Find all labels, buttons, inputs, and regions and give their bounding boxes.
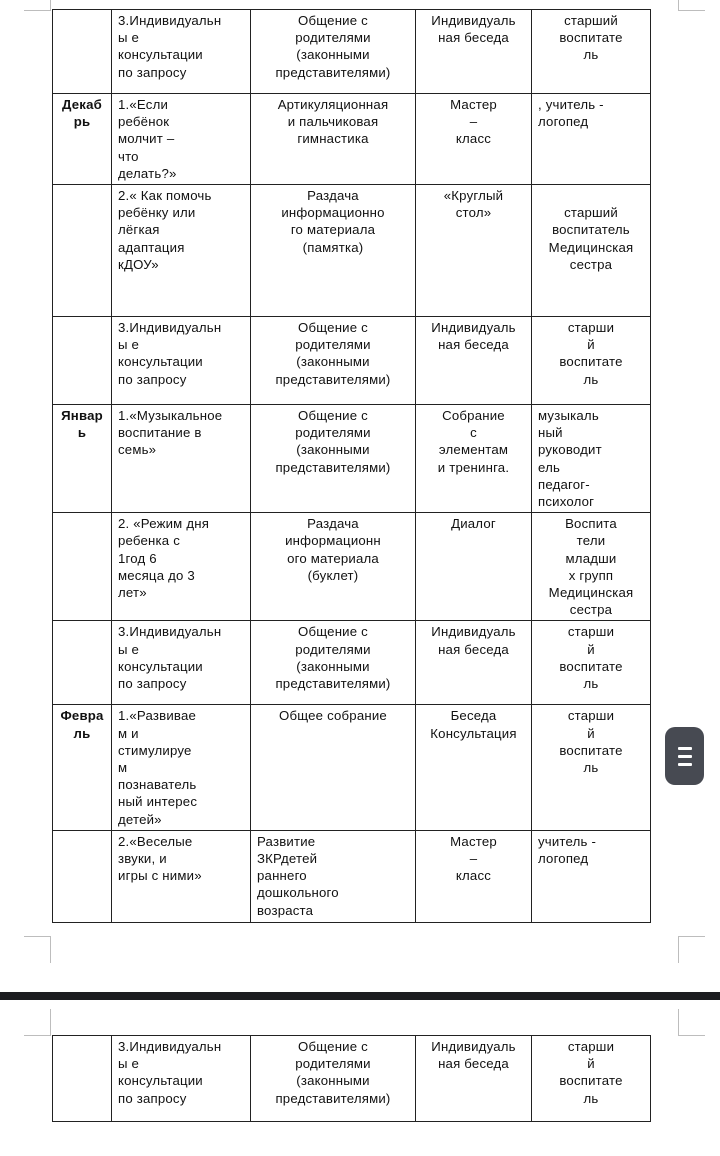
form-cell: Раздача информационно го материала (памятка)	[251, 185, 416, 317]
topic-cell: 3.Индивидуальн ы е консультации по запросу	[112, 1036, 251, 1122]
consultation-plan-table	[52, 9, 651, 923]
table-row	[53, 705, 651, 830]
method-cell: Беседа Консультация	[416, 705, 532, 830]
method-cell: Индивидуаль ная беседа	[416, 621, 532, 705]
topic-cell: 2.« Как помочь ребёнку или лёгкая адаптация кДОУ»	[112, 185, 251, 317]
page-corner-mark	[678, 936, 705, 963]
method-cell: Мастер – класс	[416, 830, 532, 922]
method-cell: Индивидуаль ная беседа	[416, 317, 532, 405]
table-row	[53, 513, 651, 621]
page-corner-mark	[678, 0, 705, 11]
method-cell: «Круглый стол»	[416, 185, 532, 317]
page-corner-mark	[24, 936, 51, 963]
form-cell: Развитие ЗКРдетей раннего дошкольного возраста	[251, 830, 416, 922]
form-cell: Раздача информационн ого материала (буклет)	[251, 513, 416, 621]
method-cell: Мастер – класс	[416, 94, 532, 185]
responsible-cell: старший воспитатель Медицинская сестра	[532, 185, 651, 317]
page-break-divider	[0, 992, 720, 1000]
month-cell	[53, 185, 112, 317]
form-cell: Общение с родителями (законными представителями)	[251, 621, 416, 705]
responsible-cell: старши й воспитате ль	[532, 705, 651, 830]
month-cell	[53, 317, 112, 405]
responsible-cell: старши й воспитате ль	[532, 317, 651, 405]
menu-lines-icon	[678, 763, 692, 766]
responsible-cell: старши й воспитате ль	[532, 621, 651, 705]
page-corner-mark	[24, 0, 51, 11]
scroll-handle-button[interactable]	[665, 727, 704, 785]
responsible-cell: Воспита тели младши х групп Медицинская сестра	[532, 513, 651, 621]
menu-lines-icon	[678, 747, 692, 750]
responsible-cell: старший воспитате ль	[532, 10, 651, 94]
month-cell: Январ ь	[53, 405, 112, 513]
menu-lines-icon	[678, 755, 692, 758]
form-cell: Общение с родителями (законными представителями)	[251, 1036, 416, 1122]
form-cell: Общение с родителями (законными представителями)	[251, 10, 416, 94]
form-cell: Общение с родителями (законными представителями)	[251, 405, 416, 513]
form-cell: Общее собрание	[251, 705, 416, 830]
responsible-cell: , учитель - логопед	[532, 94, 651, 185]
responsible-cell: музыкаль ный руководит ель педагог- психолог	[532, 405, 651, 513]
table-row	[53, 10, 651, 94]
table-row	[53, 621, 651, 705]
method-cell: Индивидуаль ная беседа	[416, 10, 532, 94]
topic-cell: 1.«Развивае м и стимулируе м познаватель ный интерес детей»	[112, 705, 251, 830]
responsible-cell: старши й воспитате ль	[532, 1036, 651, 1122]
month-cell	[53, 830, 112, 922]
month-cell	[53, 513, 112, 621]
table-row	[53, 1036, 651, 1122]
method-cell: Диалог	[416, 513, 532, 621]
topic-cell: 1.«Музыкальное воспитание в семь»	[112, 405, 251, 513]
method-cell: Собрание с элементам и тренинга.	[416, 405, 532, 513]
table-row	[53, 185, 651, 317]
topic-cell: 1.«Если ребёнок молчит – что делать?»	[112, 94, 251, 185]
page-corner-mark	[678, 1009, 705, 1036]
topic-cell: 2.«Веселые звуки, и игры с ними»	[112, 830, 251, 922]
month-cell	[53, 1036, 112, 1122]
month-cell: Февра ль	[53, 705, 112, 830]
form-cell: Артикуляционная и пальчиковая гимнастика	[251, 94, 416, 185]
form-cell: Общение с родителями (законными представителями)	[251, 317, 416, 405]
month-cell	[53, 10, 112, 94]
month-cell: Декаб рь	[53, 94, 112, 185]
table-row	[53, 405, 651, 513]
method-cell: Индивидуаль ная беседа	[416, 1036, 532, 1122]
topic-cell: 3.Индивидуальн ы е консультации по запросу	[112, 10, 251, 94]
page-corner-mark	[24, 1009, 51, 1036]
topic-cell: 3.Индивидуальн ы е консультации по запросу	[112, 317, 251, 405]
table-row	[53, 830, 651, 922]
topic-cell: 2. «Режим дня ребенка с 1год 6 месяца до 3 лет»	[112, 513, 251, 621]
topic-cell: 3.Индивидуальн ы е консультации по запросу	[112, 621, 251, 705]
month-cell	[53, 621, 112, 705]
responsible-cell: учитель - логопед	[532, 830, 651, 922]
consultation-plan-table-continued	[52, 1035, 651, 1122]
table-row	[53, 94, 651, 185]
table-row	[53, 317, 651, 405]
